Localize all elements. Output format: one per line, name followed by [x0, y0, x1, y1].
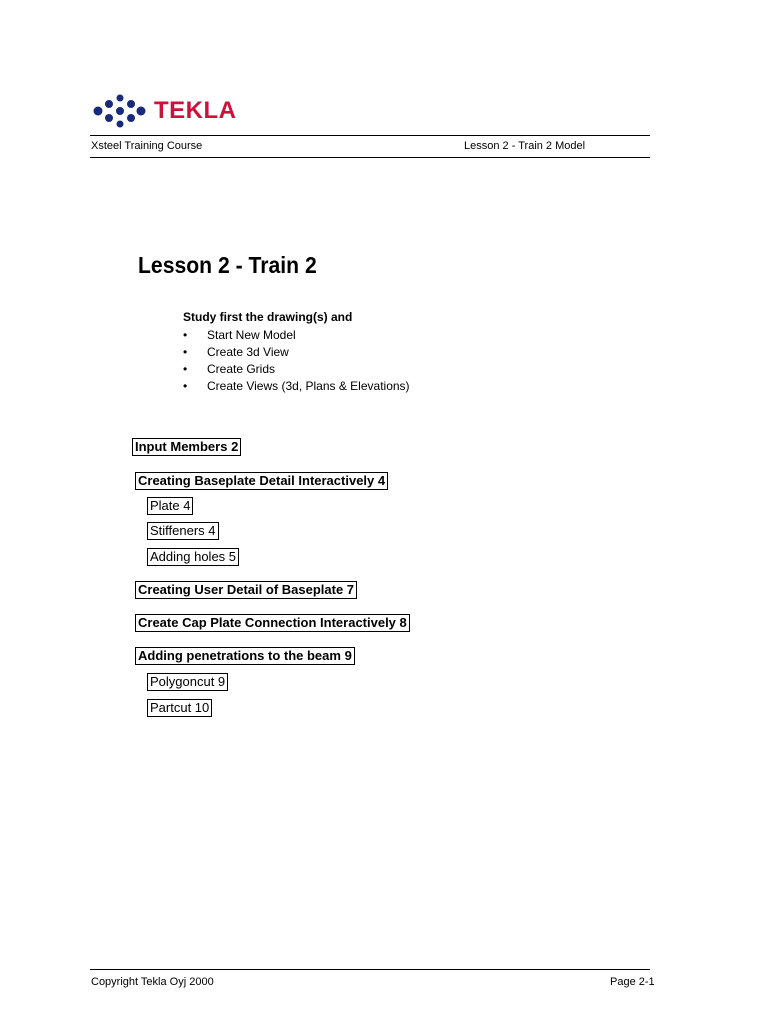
footer-page-number: Page 2-1 — [610, 976, 655, 988]
bullet-item — [183, 327, 410, 344]
intro-section — [183, 310, 410, 395]
toc-link-adding-penetrations[interactable]: Adding penetrations to the beam 9 — [135, 647, 355, 665]
toc-link-polygoncut[interactable]: Polygoncut 9 — [147, 673, 228, 691]
intro-heading: Study first the drawing(s) and — [183, 310, 353, 324]
bullet-text: Start New Model — [207, 328, 296, 342]
header-top-rule — [90, 135, 650, 136]
header-lesson-title: Lesson 2 - Train 2 Model — [464, 140, 586, 152]
tekla-logo-text: TEKLA — [154, 97, 237, 124]
bullet-text: Create Views (3d, Plans & Elevations) — [207, 379, 410, 393]
bullet-icon: • — [183, 328, 188, 342]
footer-copyright: Copyright Tekla Oyj 2000 — [91, 976, 214, 988]
bullet-icon: • — [183, 345, 188, 359]
bullet-text: Create 3d View — [207, 345, 289, 359]
bullet-icon: • — [183, 362, 188, 376]
toc-link-partcut[interactable]: Partcut 10 — [147, 699, 212, 717]
page-title: Lesson 2 - Train 2 — [138, 252, 317, 278]
bullet-text: Create Grids — [207, 362, 276, 376]
header-course-title: Xsteel Training Course — [91, 140, 203, 152]
toc-link-creating-user-detail[interactable]: Creating User Detail of Baseplate 7 — [135, 581, 357, 599]
bullet-item — [183, 344, 410, 361]
header-bottom-rule — [90, 157, 650, 158]
tekla-logo-mark-icon — [90, 94, 146, 128]
intro-bullet-list — [183, 327, 410, 395]
bullet-item — [183, 361, 410, 378]
toc-link-plate[interactable]: Plate 4 — [147, 497, 193, 515]
toc-link-creating-baseplate-detail[interactable]: Creating Baseplate Detail Interactively 4 — [135, 472, 388, 490]
bullet-item — [183, 378, 410, 395]
bullet-icon: • — [183, 379, 188, 393]
toc-link-stiffeners[interactable]: Stiffeners 4 — [147, 522, 219, 540]
tekla-logo — [90, 94, 237, 128]
toc-link-adding-holes[interactable]: Adding holes 5 — [147, 548, 239, 566]
toc-link-create-cap-plate[interactable]: Create Cap Plate Connection Interactively 8 — [135, 614, 410, 632]
toc-link-input-members[interactable]: Input Members 2 — [132, 438, 241, 456]
footer-rule — [90, 969, 650, 970]
